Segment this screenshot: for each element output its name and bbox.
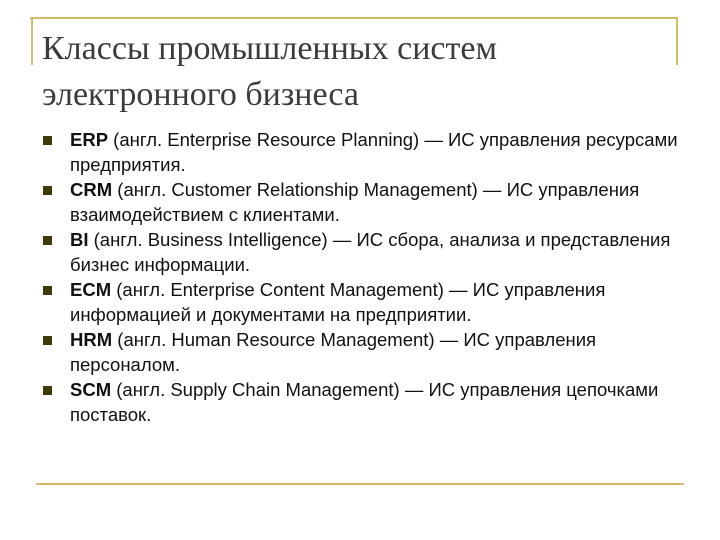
slide-title-line-2: электронного бизнеса [42, 76, 360, 113]
list-item-scm [40, 377, 690, 427]
square-bullet-icon [43, 136, 52, 145]
square-bullet-icon [43, 336, 52, 345]
list-item-bi [40, 227, 690, 277]
item-description: (англ. Business Intelligence) — ИС сбора, анализа и представления бизнес информации. [70, 229, 671, 275]
square-bullet-icon [43, 386, 52, 395]
slide-title-line-1: Классы промышленных систем [42, 30, 497, 67]
item-description: (англ. Supply Chain Management) — ИС управления цепочками поставок. [70, 379, 659, 425]
item-description: (англ. Customer Relationship Management) — ИС управления взаимодействием с клиентами. [70, 179, 640, 225]
systems-list [40, 127, 690, 427]
item-description: (англ. Enterprise Content Management) — ИС управления информацией и документами на предприятии. [70, 279, 606, 325]
slide-title [42, 26, 662, 118]
square-bullet-icon [43, 186, 52, 195]
list-item-ecm [40, 277, 690, 327]
item-abbreviation: ECM [70, 279, 112, 300]
square-bullet-icon [43, 236, 52, 245]
frame-left-line [31, 17, 33, 65]
list-item-hrm [40, 327, 690, 377]
frame-bottom-line [36, 483, 684, 485]
item-abbreviation: CRM [70, 179, 113, 200]
frame-right-line [676, 17, 678, 65]
item-description: (англ. Human Resource Management) — ИС управления персоналом. [70, 329, 597, 375]
square-bullet-icon [43, 286, 52, 295]
list-item-erp [40, 127, 690, 177]
item-abbreviation: ERP [70, 129, 109, 150]
list-item-crm [40, 177, 690, 227]
item-abbreviation: HRM [70, 329, 113, 350]
item-abbreviation: BI [70, 229, 89, 250]
item-abbreviation: SCM [70, 379, 112, 400]
item-description: (англ. Enterprise Resource Planning) — ИС управления ресурсами предприятия. [70, 129, 678, 175]
frame-top-line [30, 17, 678, 19]
